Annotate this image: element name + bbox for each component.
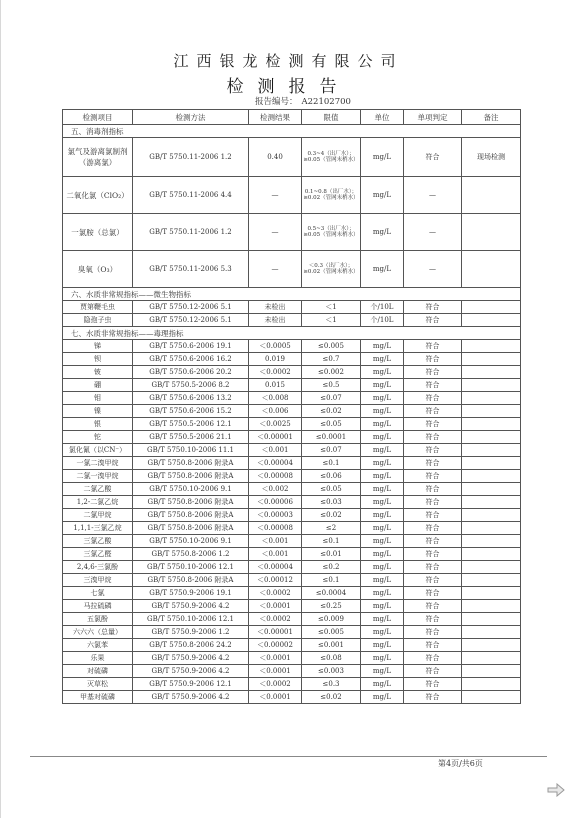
table-row bbox=[63, 665, 521, 678]
cell-method: GB/T 5750.8-2006 附录A bbox=[133, 574, 249, 587]
cell-result: ＜0.0002 bbox=[249, 366, 302, 379]
cell-method: GB/T 5750.9-2006 4.2 bbox=[133, 600, 249, 613]
cell-unit: mg/L bbox=[361, 392, 404, 405]
cell-verdict: 符合 bbox=[404, 548, 462, 561]
cell-result: — bbox=[249, 177, 302, 214]
cell-item: 对硫磷 bbox=[63, 665, 133, 678]
cell-method: GB/T 5750.6-2006 20.2 bbox=[133, 366, 249, 379]
cell-item: 二氯甲烷 bbox=[63, 509, 133, 522]
cell-verdict: 符合 bbox=[404, 522, 462, 535]
table-row bbox=[63, 379, 521, 392]
cell-limit: ≤0.1 bbox=[302, 457, 361, 470]
section-toxic: 七、水质非常规指标——毒理指标 bbox=[63, 327, 521, 340]
section-micro: 六、水质非常规指标——微生物指标 bbox=[63, 288, 521, 301]
table-row bbox=[63, 496, 521, 509]
table-row bbox=[63, 483, 521, 496]
cell-method: GB/T 5750.10-2006 12.1 bbox=[133, 613, 249, 626]
cell-verdict: 符合 bbox=[404, 652, 462, 665]
cell-unit: mg/L bbox=[361, 457, 404, 470]
cell-verdict: 符合 bbox=[404, 457, 462, 470]
table-row bbox=[63, 457, 521, 470]
cell-unit: 个/10L bbox=[361, 301, 404, 314]
cell-method: GB/T 5750.11-2006 5.3 bbox=[133, 251, 249, 288]
cell-method: GB/T 5750.6-2006 19.1 bbox=[133, 340, 249, 353]
cell-limit: ≤0.009 bbox=[302, 613, 361, 626]
cell-note bbox=[462, 561, 521, 574]
cell-unit: mg/L bbox=[361, 522, 404, 535]
cell-unit: mg/L bbox=[361, 483, 404, 496]
cell-limit: 0.3~4（出厂水）；≥0.05（管网末梢水） bbox=[302, 138, 361, 177]
table-row bbox=[63, 522, 521, 535]
cell-note bbox=[462, 691, 521, 704]
table-row bbox=[63, 418, 521, 431]
table-row bbox=[63, 431, 521, 444]
cell-item: 银 bbox=[63, 418, 133, 431]
cell-limit: ≤0.001 bbox=[302, 639, 361, 652]
cell-verdict: 符合 bbox=[404, 444, 462, 457]
cell-verdict: 符合 bbox=[404, 691, 462, 704]
arrow-right-icon[interactable] bbox=[547, 783, 565, 797]
cell-result: ＜0.00008 bbox=[249, 522, 302, 535]
cell-result: 0.015 bbox=[249, 379, 302, 392]
cell-limit: ≤0.06 bbox=[302, 470, 361, 483]
cell-note bbox=[462, 177, 521, 214]
cell-unit: mg/L bbox=[361, 496, 404, 509]
cell-method: GB/T 5750.11-2006 1.2 bbox=[133, 138, 249, 177]
cell-limit: ≤0.07 bbox=[302, 444, 361, 457]
cell-note bbox=[462, 366, 521, 379]
cell-limit: ≤0.0001 bbox=[302, 431, 361, 444]
cell-limit: ≤0.03 bbox=[302, 496, 361, 509]
cell-note bbox=[462, 301, 521, 314]
cell-item: 六氯苯 bbox=[63, 639, 133, 652]
cell-result: ＜0.0002 bbox=[249, 587, 302, 600]
cell-method: GB/T 5750.9-2006 1.2 bbox=[133, 626, 249, 639]
cell-limit: ≤2 bbox=[302, 522, 361, 535]
cell-result: ＜0.0025 bbox=[249, 418, 302, 431]
table-row bbox=[63, 535, 521, 548]
table-row bbox=[63, 470, 521, 483]
page-number: 第4页/共6页 bbox=[438, 759, 483, 768]
cell-result: ＜0.00001 bbox=[249, 626, 302, 639]
cell-method: GB/T 5750.8-2006 24.2 bbox=[133, 639, 249, 652]
col-header-method: 检测方法 bbox=[133, 110, 249, 125]
cell-method: GB/T 5750.9-2006 4.2 bbox=[133, 652, 249, 665]
table-row bbox=[63, 652, 521, 665]
cell-method: GB/T 5750.11-2006 4.4 bbox=[133, 177, 249, 214]
cell-note bbox=[462, 418, 521, 431]
cell-limit: ≤0.1 bbox=[302, 574, 361, 587]
table-row bbox=[63, 392, 521, 405]
cell-verdict: 符合 bbox=[404, 405, 462, 418]
cell-unit: 个/10L bbox=[361, 314, 404, 327]
cell-unit: mg/L bbox=[361, 405, 404, 418]
cell-method: GB/T 5750.9-2006 4.2 bbox=[133, 665, 249, 678]
cell-item: 1,2-二氯乙烷 bbox=[63, 496, 133, 509]
cell-result: ＜0.00012 bbox=[249, 574, 302, 587]
cell-result: — bbox=[249, 214, 302, 251]
cell-item: 二氯乙酸 bbox=[63, 483, 133, 496]
cell-limit: ≤0.01 bbox=[302, 548, 361, 561]
cell-unit: mg/L bbox=[361, 431, 404, 444]
cell-method: GB/T 5750.8-2006 附录A bbox=[133, 457, 249, 470]
cell-result: ＜0.00003 bbox=[249, 509, 302, 522]
col-header-limit: 限值 bbox=[302, 110, 361, 125]
cell-note bbox=[462, 470, 521, 483]
cell-verdict: 符合 bbox=[404, 678, 462, 691]
cell-limit: 0.1~0.8（出厂水）；≥0.02（管网末梢水） bbox=[302, 177, 361, 214]
cell-unit: mg/L bbox=[361, 561, 404, 574]
cell-verdict: 符合 bbox=[404, 314, 462, 327]
cell-result: ＜0.0001 bbox=[249, 600, 302, 613]
cell-method: GB/T 5750.5-2006 12.1 bbox=[133, 418, 249, 431]
cell-item: 氯气及游离氯制剂（游离氯） bbox=[63, 138, 133, 177]
cell-result: ＜0.00001 bbox=[249, 431, 302, 444]
table-row bbox=[63, 301, 521, 314]
table-row bbox=[63, 366, 521, 379]
cell-verdict: 符合 bbox=[404, 535, 462, 548]
cell-verdict: 符合 bbox=[404, 366, 462, 379]
cell-note bbox=[462, 251, 521, 288]
cell-note bbox=[462, 314, 521, 327]
table-row bbox=[63, 214, 521, 251]
col-header-item: 检测项目 bbox=[63, 110, 133, 125]
cell-unit: mg/L bbox=[361, 548, 404, 561]
cell-limit: ≤0.02 bbox=[302, 405, 361, 418]
cell-item: 钡 bbox=[63, 353, 133, 366]
report-title: 检测报告 bbox=[226, 77, 351, 97]
cell-limit: ≤0.5 bbox=[302, 379, 361, 392]
cell-note bbox=[462, 639, 521, 652]
cell-note bbox=[462, 353, 521, 366]
cell-item: 钼 bbox=[63, 392, 133, 405]
cell-result: ＜0.0005 bbox=[249, 340, 302, 353]
table-row bbox=[63, 444, 521, 457]
table-row bbox=[63, 626, 521, 639]
cell-result: ＜0.0001 bbox=[249, 652, 302, 665]
cell-method: GB/T 5750.11-2006 1.2 bbox=[133, 214, 249, 251]
cell-item: 铊 bbox=[63, 431, 133, 444]
table-row bbox=[63, 251, 521, 288]
table-row bbox=[63, 353, 521, 366]
cell-note bbox=[462, 214, 521, 251]
company-name: 江西银龙检测有限公司 bbox=[173, 52, 404, 70]
cell-result: ＜0.0002 bbox=[249, 613, 302, 626]
cell-item: 镍 bbox=[63, 405, 133, 418]
col-header-note: 备注 bbox=[462, 110, 521, 125]
cell-verdict: 符合 bbox=[404, 509, 462, 522]
table-header-row bbox=[63, 110, 521, 125]
cell-note bbox=[462, 522, 521, 535]
cell-limit: ≤0.2 bbox=[302, 561, 361, 574]
cell-result: 未检出 bbox=[249, 301, 302, 314]
cell-unit: mg/L bbox=[361, 613, 404, 626]
cell-result: ＜0.002 bbox=[249, 483, 302, 496]
cell-note bbox=[462, 444, 521, 457]
cell-unit: mg/L bbox=[361, 535, 404, 548]
cell-limit: ≤0.002 bbox=[302, 366, 361, 379]
cell-note bbox=[462, 392, 521, 405]
cell-unit: mg/L bbox=[361, 340, 404, 353]
report-number-value: A22102700 bbox=[301, 97, 351, 107]
cell-item: 二氯一溴甲烷 bbox=[63, 470, 133, 483]
cell-limit: ≤0.0004 bbox=[302, 587, 361, 600]
cell-item: 铍 bbox=[63, 366, 133, 379]
cell-note bbox=[462, 548, 521, 561]
cell-item: 2,4,6-三氯酚 bbox=[63, 561, 133, 574]
cell-note bbox=[462, 574, 521, 587]
cell-result: 未检出 bbox=[249, 314, 302, 327]
cell-limit: ＜1 bbox=[302, 314, 361, 327]
cell-verdict: 符合 bbox=[404, 483, 462, 496]
cell-limit: ≤0.25 bbox=[302, 600, 361, 613]
cell-note bbox=[462, 535, 521, 548]
cell-verdict: — bbox=[404, 177, 462, 214]
cell-verdict: 符合 bbox=[404, 626, 462, 639]
cell-verdict: — bbox=[404, 251, 462, 288]
cell-unit: mg/L bbox=[361, 353, 404, 366]
cell-verdict: 符合 bbox=[404, 639, 462, 652]
cell-item: 甲基对硫磷 bbox=[63, 691, 133, 704]
cell-note bbox=[462, 496, 521, 509]
cell-unit: mg/L bbox=[361, 138, 404, 177]
cell-limit: ≤0.1 bbox=[302, 535, 361, 548]
cell-result: ＜0.001 bbox=[249, 548, 302, 561]
cell-verdict: 符合 bbox=[404, 418, 462, 431]
cell-result: 0.019 bbox=[249, 353, 302, 366]
cell-verdict: 符合 bbox=[404, 301, 462, 314]
cell-unit: mg/L bbox=[361, 600, 404, 613]
cell-limit: 0.5~3（出厂水）；≥0.05（管网末梢水） bbox=[302, 214, 361, 251]
cell-method: GB/T 5750.12-2006 5.1 bbox=[133, 314, 249, 327]
cell-result: ＜0.00004 bbox=[249, 457, 302, 470]
cell-item: 三氯乙醛 bbox=[63, 548, 133, 561]
cell-item: 臭氧（O₃） bbox=[63, 251, 133, 288]
cell-result: ＜0.001 bbox=[249, 535, 302, 548]
cell-verdict: 符合 bbox=[404, 340, 462, 353]
cell-item: 硼 bbox=[63, 379, 133, 392]
footer-divider bbox=[30, 756, 547, 757]
cell-limit: ≤0.7 bbox=[302, 353, 361, 366]
cell-result: ＜0.006 bbox=[249, 405, 302, 418]
col-header-result: 检测结果 bbox=[249, 110, 302, 125]
cell-unit: mg/L bbox=[361, 626, 404, 639]
cell-method: GB/T 5750.8-2006 附录A bbox=[133, 496, 249, 509]
cell-unit: mg/L bbox=[361, 691, 404, 704]
table-row bbox=[63, 561, 521, 574]
cell-limit: ≤0.08 bbox=[302, 652, 361, 665]
cell-item: 五氯酚 bbox=[63, 613, 133, 626]
report-number bbox=[255, 95, 351, 107]
cell-limit: ≤0.02 bbox=[302, 509, 361, 522]
table-row bbox=[63, 177, 521, 214]
cell-item: 二氧化氯（ClO₂） bbox=[63, 177, 133, 214]
cell-unit: mg/L bbox=[361, 639, 404, 652]
cell-unit: mg/L bbox=[361, 444, 404, 457]
cell-unit: mg/L bbox=[361, 214, 404, 251]
section-disinfectant: 五、消毒剂指标 bbox=[63, 125, 521, 138]
cell-result: ＜0.0001 bbox=[249, 665, 302, 678]
cell-method: GB/T 5750.8-2006 附录A bbox=[133, 470, 249, 483]
cell-item: 六六六（总量） bbox=[63, 626, 133, 639]
cell-method: GB/T 5750.8-2006 附录A bbox=[133, 522, 249, 535]
cell-verdict: 符合 bbox=[404, 587, 462, 600]
cell-note bbox=[462, 483, 521, 496]
cell-limit: ＜0.3（出厂水）；≥0.02（管网末梢水） bbox=[302, 251, 361, 288]
cell-verdict: 符合 bbox=[404, 600, 462, 613]
cell-method: GB/T 5750.9-2006 19.1 bbox=[133, 587, 249, 600]
cell-unit: mg/L bbox=[361, 251, 404, 288]
table-row bbox=[63, 691, 521, 704]
cell-item: 贾第鞭毛虫 bbox=[63, 301, 133, 314]
table-row bbox=[63, 405, 521, 418]
cell-verdict: 符合 bbox=[404, 379, 462, 392]
cell-limit: ≤0.005 bbox=[302, 340, 361, 353]
cell-method: GB/T 5750.6-2006 13.2 bbox=[133, 392, 249, 405]
cell-method: GB/T 5750.9-2006 4.2 bbox=[133, 691, 249, 704]
cell-note bbox=[462, 379, 521, 392]
cell-note bbox=[462, 405, 521, 418]
cell-note bbox=[462, 665, 521, 678]
table-row bbox=[63, 314, 521, 327]
cell-unit: mg/L bbox=[361, 379, 404, 392]
cell-item: 乐果 bbox=[63, 652, 133, 665]
cell-item: 马拉硫磷 bbox=[63, 600, 133, 613]
cell-result: 0.40 bbox=[249, 138, 302, 177]
cell-item: 灭草松 bbox=[63, 678, 133, 691]
cell-verdict: 符合 bbox=[404, 470, 462, 483]
cell-note bbox=[462, 678, 521, 691]
cell-note bbox=[462, 457, 521, 470]
cell-result: ＜0.00004 bbox=[249, 561, 302, 574]
col-header-verdict: 单项判定 bbox=[404, 110, 462, 125]
cell-unit: mg/L bbox=[361, 509, 404, 522]
cell-method: GB/T 5750.5-2006 21.1 bbox=[133, 431, 249, 444]
cell-unit: mg/L bbox=[361, 574, 404, 587]
cell-item: 氯化氰（以CN⁻） bbox=[63, 444, 133, 457]
cell-method: GB/T 5750.10-2006 9.1 bbox=[133, 535, 249, 548]
cell-result: ＜0.001 bbox=[249, 444, 302, 457]
cell-result: ＜0.00008 bbox=[249, 470, 302, 483]
cell-item: 三氯乙酸 bbox=[63, 535, 133, 548]
cell-unit: mg/L bbox=[361, 470, 404, 483]
report-number-label: 报告编号： bbox=[255, 97, 298, 107]
cell-unit: mg/L bbox=[361, 665, 404, 678]
cell-method: GB/T 5750.8-2006 附录A bbox=[133, 509, 249, 522]
cell-verdict: 符合 bbox=[404, 138, 462, 177]
cell-limit: ≤0.005 bbox=[302, 626, 361, 639]
cell-unit: mg/L bbox=[361, 678, 404, 691]
cell-note bbox=[462, 340, 521, 353]
cell-unit: mg/L bbox=[361, 587, 404, 600]
table-row bbox=[63, 613, 521, 626]
cell-verdict: 符合 bbox=[404, 561, 462, 574]
cell-item: 锑 bbox=[63, 340, 133, 353]
cell-verdict: 符合 bbox=[404, 496, 462, 509]
cell-verdict: 符合 bbox=[404, 613, 462, 626]
cell-method: GB/T 5750.10-2006 9.1 bbox=[133, 483, 249, 496]
cell-verdict: 符合 bbox=[404, 574, 462, 587]
cell-limit: ＜1 bbox=[302, 301, 361, 314]
cell-result: ＜0.008 bbox=[249, 392, 302, 405]
cell-note bbox=[462, 587, 521, 600]
cell-unit: mg/L bbox=[361, 652, 404, 665]
cell-item: 隐孢子虫 bbox=[63, 314, 133, 327]
table-row bbox=[63, 574, 521, 587]
cell-method: GB/T 5750.12-2006 5.1 bbox=[133, 301, 249, 314]
cell-verdict: 符合 bbox=[404, 431, 462, 444]
cell-unit: mg/L bbox=[361, 177, 404, 214]
table-row bbox=[63, 678, 521, 691]
cell-limit: ≤0.02 bbox=[302, 691, 361, 704]
cell-result: ＜0.0001 bbox=[249, 691, 302, 704]
cell-item: 七氯 bbox=[63, 587, 133, 600]
cell-result: ＜0.0002 bbox=[249, 678, 302, 691]
table-row bbox=[63, 639, 521, 652]
cell-method: GB/T 5750.5-2006 8.2 bbox=[133, 379, 249, 392]
col-header-unit: 单位 bbox=[361, 110, 404, 125]
cell-result: ＜0.00006 bbox=[249, 496, 302, 509]
cell-method: GB/T 5750.9-2006 12.1 bbox=[133, 678, 249, 691]
cell-verdict: 符合 bbox=[404, 353, 462, 366]
cell-note bbox=[462, 613, 521, 626]
cell-method: GB/T 5750.8-2006 1.2 bbox=[133, 548, 249, 561]
cell-limit: ≤0.003 bbox=[302, 665, 361, 678]
cell-limit: ≤0.07 bbox=[302, 392, 361, 405]
cell-item: 三溴甲烷 bbox=[63, 574, 133, 587]
cell-verdict: — bbox=[404, 214, 462, 251]
cell-method: GB/T 5750.10-2006 11.1 bbox=[133, 444, 249, 457]
cell-unit: mg/L bbox=[361, 366, 404, 379]
table-row bbox=[63, 138, 521, 177]
cell-item: 1,1,1-三氯乙烷 bbox=[63, 522, 133, 535]
cell-method: GB/T 5750.6-2006 16.2 bbox=[133, 353, 249, 366]
cell-note: 现场检测 bbox=[462, 138, 521, 177]
cell-limit: ≤0.05 bbox=[302, 483, 361, 496]
results-table bbox=[62, 109, 521, 704]
cell-note bbox=[462, 652, 521, 665]
cell-unit: mg/L bbox=[361, 418, 404, 431]
cell-verdict: 符合 bbox=[404, 392, 462, 405]
cell-method: GB/T 5750.6-2006 15.2 bbox=[133, 405, 249, 418]
cell-note bbox=[462, 626, 521, 639]
table-row bbox=[63, 548, 521, 561]
cell-item: 一氯胺（总氯） bbox=[63, 214, 133, 251]
table-row bbox=[63, 509, 521, 522]
cell-result: ＜0.00002 bbox=[249, 639, 302, 652]
cell-result: — bbox=[249, 251, 302, 288]
cell-method: GB/T 5750.10-2006 12.1 bbox=[133, 561, 249, 574]
cell-note bbox=[462, 509, 521, 522]
cell-note bbox=[462, 600, 521, 613]
cell-item: 一氯二溴甲烷 bbox=[63, 457, 133, 470]
table-row bbox=[63, 600, 521, 613]
table-row bbox=[63, 587, 521, 600]
cell-verdict: 符合 bbox=[404, 665, 462, 678]
cell-limit: ≤0.3 bbox=[302, 678, 361, 691]
cell-note bbox=[462, 431, 521, 444]
table-row bbox=[63, 340, 521, 353]
cell-limit: ≤0.05 bbox=[302, 418, 361, 431]
